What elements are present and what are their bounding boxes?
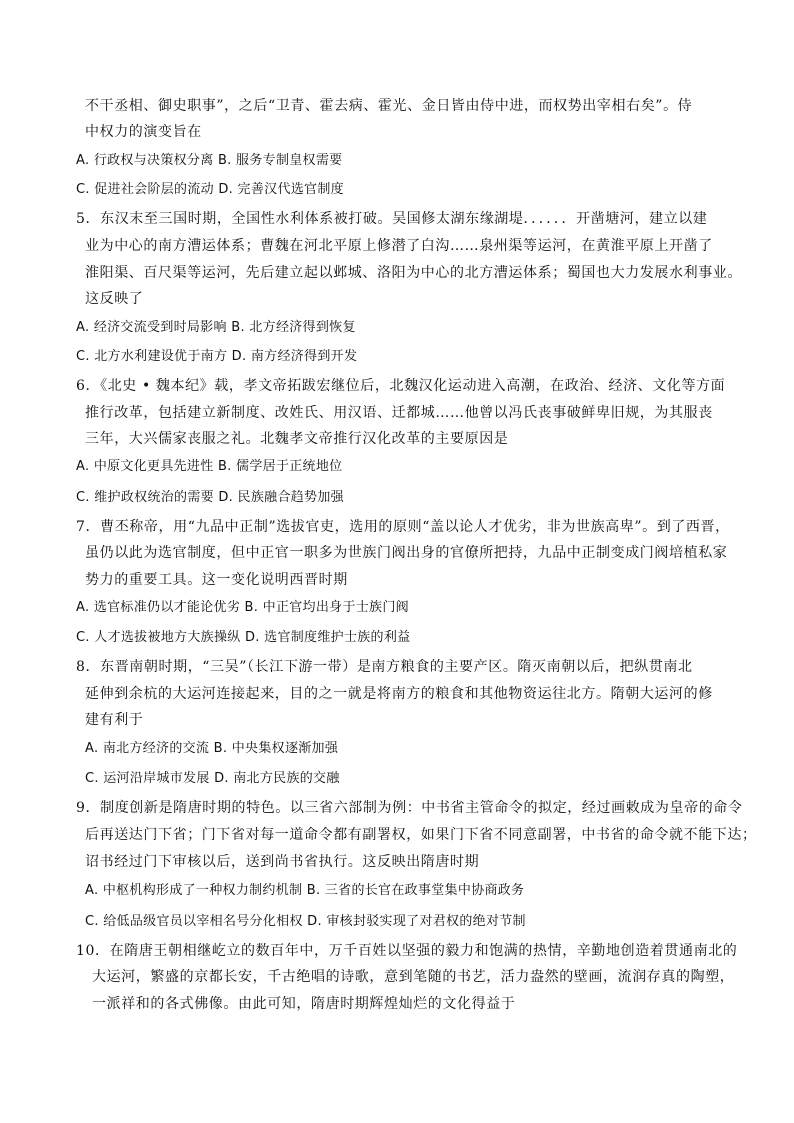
q10-stem-line-3: 一派祥和的各式佛像。由此可知，隋唐时期辉煌灿烂的文化得益于 bbox=[92, 996, 516, 1012]
q4-options-cd: C. 促进社会阶层的流动 D. 完善汉代选官制度 bbox=[76, 182, 344, 197]
q6-options-ab: A. 中原文化更具先进性 B. 儒学居于正统地位 bbox=[76, 459, 343, 474]
q4-stem-line-1: 不干丞相、御史职事”，之后“卫青、霍去病、霍光、金日皆由侍中进，而权势出宰相右矣”。侍 bbox=[85, 98, 693, 114]
q5-stem-line-1: 5．东汉末至三国时期，全国性水利体系被打破。吴国修太湖东缘湖堤．．．．．．开凿塘河，建立以建 bbox=[76, 211, 708, 227]
q7-stem-line-2: 虽仍以此为选官制度，但中正官一职多为世族门阀出身的官僚所把持，九品中正制变成门阀培植私家 bbox=[85, 545, 728, 561]
q9-stem-line-2: 后再送达门下省；门下省对每一道命令都有副署权，如果门下省不同意副署，中书省的命令就不能下达； bbox=[85, 827, 757, 843]
q8-stem-line-1: 8．东晋南朝时期，“三吴”（长江下游一带）是南方粮食的主要产区。隋灭南朝以后，把纵贯南北 bbox=[76, 659, 693, 675]
q8-stem-line-3: 建有利于 bbox=[85, 712, 144, 728]
q4-stem-line-2: 中权力的演变旨在 bbox=[85, 124, 202, 140]
q8-stem-line-2: 延伸到余杭的大运河连接起来，目的之一就是将南方的粮食和其他物资运往北方。隋朝大运河的修 bbox=[85, 686, 713, 702]
q5-options-ab: A. 经济交流受到时局影响 B. 北方经济得到恢复 bbox=[76, 320, 356, 335]
q5-stem-line-3: 淮阳渠、百尺渠等运河，先后建立起以邺城、洛阳为中心的北方漕运体系；蜀国也大力发展水利事业。 bbox=[85, 265, 742, 281]
q6-stem-line-3: 三年，大兴儒家丧服之礼。北魏孝文帝推行汉化改革的主要原因是 bbox=[85, 431, 509, 447]
q6-stem-line-1: 6．《北史 • 魏本纪》载，孝文帝拓跋宏继位后，北魏汉化运动进入高潮，在政治、经济、文化等方面 bbox=[76, 378, 726, 394]
q7-stem-line-1: 7．曹丕称帝，用“九品中正制”选拔官吏，选用的原则“盖以论人才优劣，非为世族高卑”。到了西晋， bbox=[76, 519, 730, 535]
q7-options-cd: C. 人才选拔被地方大族操纵 D. 选官制度维护士族的利益 bbox=[76, 630, 411, 645]
q10-stem-line-2: 大运河，繁盛的京都长安，千古绝唱的诗歌，意到笔随的书艺，活力盎然的壁画，流润存真的陶塑， bbox=[92, 969, 735, 985]
q5-stem-line-2: 业为中心的南方漕运体系；曹魏在河北平原上修潜了白沟……泉州渠等运河，在黄淮平原上开凿了 bbox=[85, 238, 713, 254]
q5-stem-line-4: 这反映了 bbox=[85, 291, 144, 307]
q6-options-cd: C. 维护政权统治的需要 D. 民族融合趋势加强 bbox=[76, 490, 344, 505]
q6-stem-line-2: 推行改革，包括建立新制度、改姓氏、用汉语、迁都城……他曾以冯氏丧事破鲜卑旧规，为其服丧 bbox=[85, 405, 713, 421]
q9-stem-line-3: 诏书经过门下审核以后，送到尚书省执行。这反映出隋唐时期 bbox=[85, 854, 480, 870]
q4-options-ab: A. 行政权与决策权分离 B. 服务专制皇权需要 bbox=[76, 153, 343, 168]
q9-stem-line-1: 9．制度创新是隋唐时期的特色。以三省六部制为例：中书省主管命令的拟定，经过画敕成为皇帝的命令 bbox=[76, 800, 743, 816]
q5-options-cd: C. 北方水利建设优于南方 D. 南方经济得到开发 bbox=[76, 349, 358, 364]
q8-options-cd: C. 运河沿岸城市发展 D. 南北方民族的交融 bbox=[85, 771, 340, 786]
q10-stem-line-1: 10．在隋唐王朝相继屹立的数百年中，万千百姓以坚强的毅力和饱满的热情，辛勤地创造着贯通南北的 bbox=[76, 943, 738, 959]
q9-options-cd: C. 给低品级官员以宰相名号分化相权 D. 审核封驳实现了对君权的绝对节制 bbox=[85, 914, 526, 929]
q8-options-ab: A. 南北方经济的交流 B. 中央集权逐渐加强 bbox=[85, 741, 339, 756]
q7-stem-line-3: 势力的重要工具。这一变化说明西晋时期 bbox=[85, 572, 348, 588]
q9-options-ab: A. 中枢机构形成了一种权力制约机制 B. 三省的长官在政事堂集中协商政务 bbox=[85, 883, 525, 898]
q7-options-ab: A. 选官标准仍以才能论优劣 B. 中正官均出身于士族门阀 bbox=[76, 600, 409, 615]
